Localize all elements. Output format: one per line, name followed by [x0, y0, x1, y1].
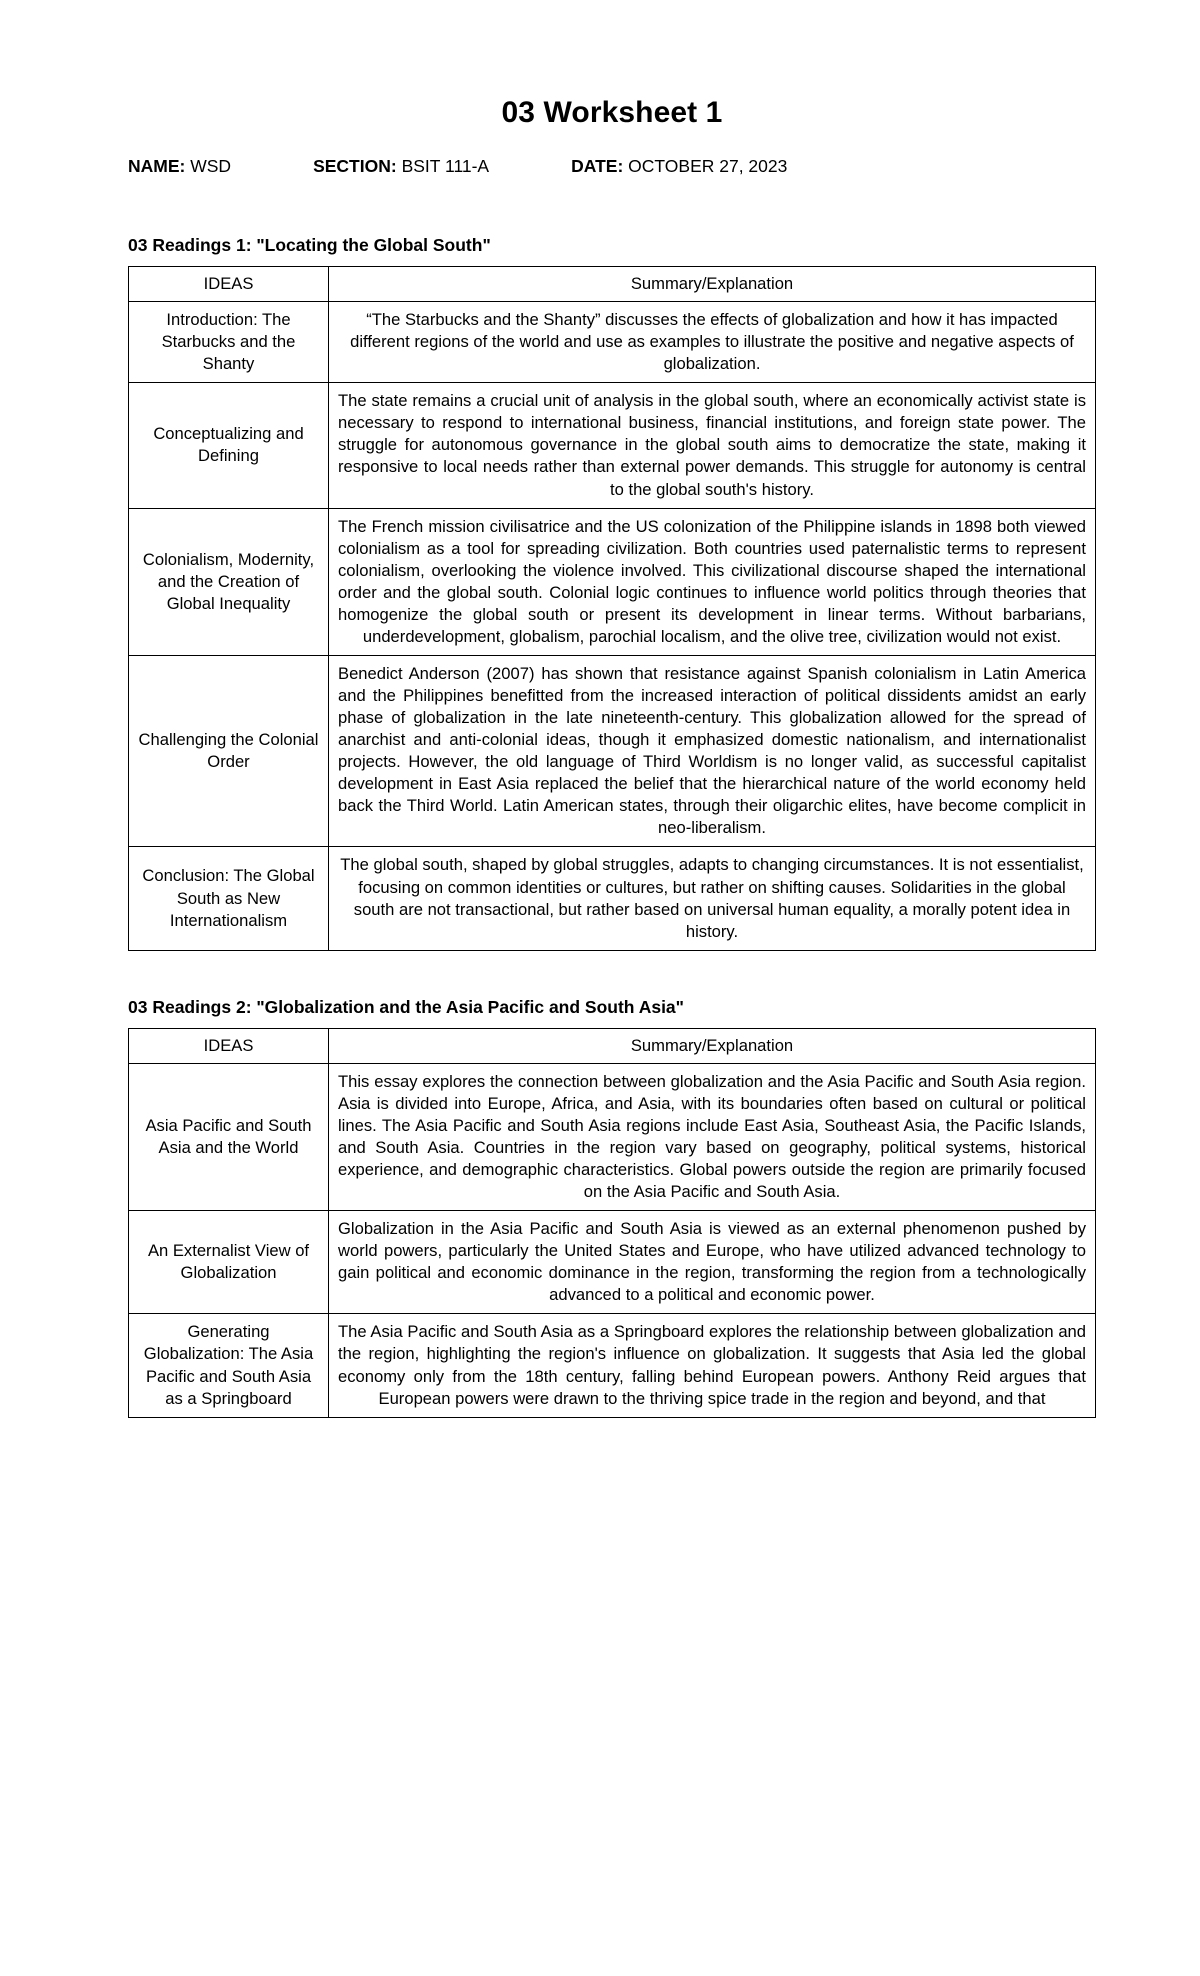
- table-row: [129, 1063, 1096, 1210]
- idea-cell: An Externalist View of Globalization: [129, 1211, 329, 1314]
- summary-cell: The Asia Pacific and South Asia as a Springboard explores the relationship between globalization and the region, highlighting the region's influence on globalization. It suggests that Asia led the global economy only from the 18th century, falling behind European powers. Anthony Reid argues that European powers were drawn to the thriving spice trade in the region and beyond, and that: [329, 1314, 1096, 1417]
- idea-cell: Challenging the Colonial Order: [129, 655, 329, 847]
- meta-date-value: OCTOBER 27, 2023: [628, 156, 788, 176]
- meta-date-label: DATE:: [571, 156, 624, 176]
- page-title: 03 Worksheet 1: [501, 96, 723, 129]
- summary-cell: The state remains a crucial unit of analysis in the global south, where an economically activist state is necessary to respond to international business, financial institutions, and foreign state power. The struggle for autonomous governance in the global south aims to democratize the state, making it responsive to local needs rather than external power demands. This struggle for autonomy is central to the global south's history.: [329, 383, 1096, 508]
- section-heading: 03 Readings 1: "Locating the Global South": [128, 235, 491, 255]
- column-header-summary: Summary/Explanation: [329, 267, 1096, 302]
- idea-cell: Introduction: The Starbucks and the Shanty: [129, 302, 329, 383]
- idea-cell: Asia Pacific and South Asia and the World: [129, 1063, 329, 1210]
- table-row: [129, 302, 1096, 383]
- ideas-table-1: [128, 266, 1096, 951]
- section-heading: 03 Readings 2: "Globalization and the Asia Pacific and South Asia": [128, 996, 684, 1017]
- reading-section-1: [128, 235, 1096, 951]
- column-header-summary: Summary/Explanation: [329, 1028, 1096, 1063]
- summary-cell: The French mission civilisatrice and the US colonization of the Philippine islands in 1898 both viewed colonialism as a tool for spreading civilization. Both countries used paternalistic terms to represent colonialism, overlooking the violence involved. This civilizational discourse shaped the international order and the global south. Colonial logic continues to influence world politics through theories that homogenize the global south or present its development in linear terms. Without barbarians, underdevelopment, globalism, parochial localism, and the olive tree, civilization would not exist.: [329, 508, 1096, 655]
- idea-cell: Generating Globalization: The Asia Pacific and South Asia as a Springboard: [129, 1314, 329, 1417]
- idea-cell: Conceptualizing and Defining: [129, 383, 329, 508]
- table-row: [129, 1314, 1096, 1417]
- summary-cell: Globalization in the Asia Pacific and South Asia is viewed as an external phenomenon pushed by world powers, particularly the United States and Europe, who have utilized advanced technology to gain political and economic dominance in the region, transforming the region from a technologically advanced to a political and economic power.: [329, 1211, 1096, 1314]
- idea-cell: Colonialism, Modernity, and the Creation of Global Inequality: [129, 508, 329, 655]
- summary-cell: Benedict Anderson (2007) has shown that resistance against Spanish colonialism in Latin America and the Philippines benefitted from the increased interaction of political dissidents amidst an early phase of globalization in the late nineteenth-century. This globalization allowed for the spread of anarchist and anti-colonial ideas, though it emphasized domestic nationalism, and internationalist projects. However, the old language of Third Worldism is no longer valid, as successful capitalist development in East Asia replaced the belief that the hierarchical nature of the world economy held back the Third World. Latin American states, through their oligarchic elites, have become complicit in neo-liberalism.: [329, 655, 1096, 847]
- meta-name-value: WSD: [190, 156, 232, 176]
- table-row: [129, 508, 1096, 655]
- reading-section-2: [128, 997, 1096, 1418]
- meta-name: [128, 156, 231, 177]
- table-row: [129, 847, 1096, 950]
- table-row: [129, 383, 1096, 508]
- ideas-table-2: [128, 1028, 1096, 1418]
- table-row: [129, 655, 1096, 847]
- document-meta-line: [128, 156, 1096, 177]
- summary-cell: This essay explores the connection between globalization and the Asia Pacific and South Asia region. Asia is divided into Europe, Africa, and Asia, with its boundaries often based on cultural or political lines. The Asia Pacific and South Asia regions include East Asia, Southeast Asia, the Pacific Islands, and South Asia. Countries in the region vary based on geography, political systems, historical experience, and demographic characteristics. Global powers outside the region are primarily focused on the Asia Pacific and South Asia.: [329, 1063, 1096, 1210]
- meta-section: [313, 156, 489, 177]
- idea-cell: Conclusion: The Global South as New Internationalism: [129, 847, 329, 950]
- column-header-ideas: IDEAS: [129, 267, 329, 302]
- meta-name-label: NAME:: [128, 156, 186, 176]
- summary-cell: The global south, shaped by global struggles, adapts to changing circumstances. It is not essentialist, focusing on common identities or cultures, but rather on shifting causes. Solidarities in the global south are not transactional, but rather based on universal human equality, a morally potent idea in history.: [329, 847, 1096, 950]
- table-header-row: [129, 267, 1096, 302]
- meta-date: [571, 156, 787, 177]
- column-header-ideas: IDEAS: [129, 1028, 329, 1063]
- meta-section-value: BSIT 111-A: [401, 156, 490, 176]
- meta-section-label: SECTION:: [313, 156, 397, 176]
- summary-cell: “The Starbucks and the Shanty” discusses the effects of globalization and how it has impacted different regions of the world and use as examples to illustrate the positive and negative aspects of globalization.: [329, 302, 1096, 383]
- table-header-row: [129, 1028, 1096, 1063]
- table-row: [129, 1211, 1096, 1314]
